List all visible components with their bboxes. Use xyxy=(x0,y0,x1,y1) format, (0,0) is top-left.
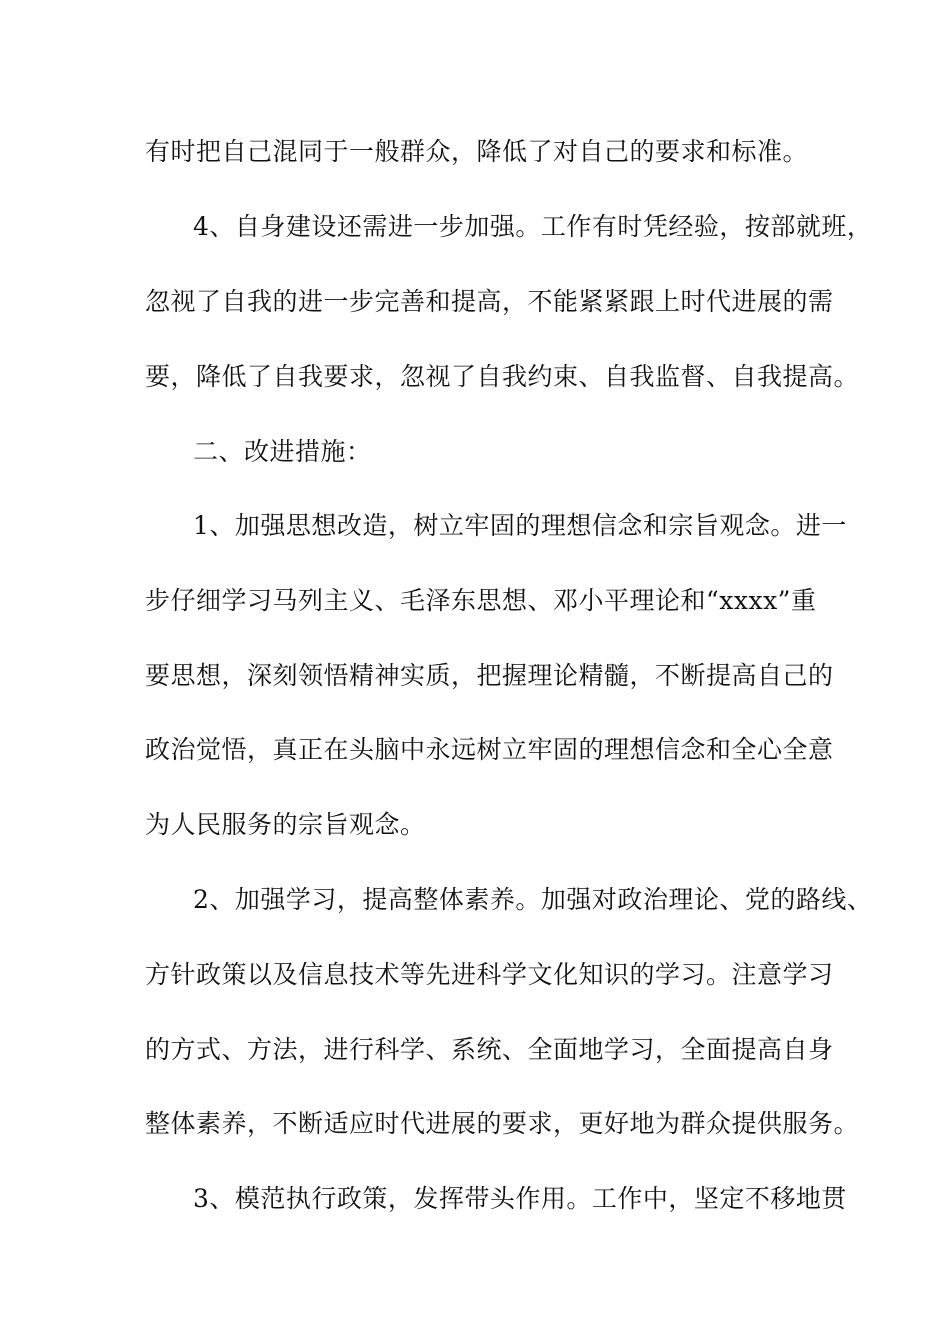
text-line: 的方式、方法，进行科学、系统、全面地学习，全面提高自身 xyxy=(145,1035,834,1064)
text-line: 要，降低了自我要求，忽视了自我约束、自我监督、自我提高。 xyxy=(145,362,860,391)
text-line: 忽视了自我的进一步完善和提高，不能紧紧跟上时代进展的需 xyxy=(145,287,834,316)
text-line: 要思想，深刻领悟精神实质，把握理论精髓，不断提高自己的 xyxy=(145,661,834,690)
section-heading: 二、改进措施： xyxy=(193,437,372,466)
text-line: 整体素养，不断适应时代进展的要求，更好地为群众提供服务。 xyxy=(145,1109,860,1138)
text-line: 4、自身建设还需进一步加强。工作有时凭经验，按部就班， xyxy=(193,212,873,241)
text-line: 3、模范执行政策，发挥带头作用。工作中，坚定不移地贯 xyxy=(193,1184,847,1213)
text-line: 有时把自己混同于一般群众，降低了对自己的要求和标准。 xyxy=(145,137,809,166)
text-line: 2、加强学习，提高整体素养。加强对政治理论、党的路线、 xyxy=(193,885,873,914)
text-line: 步仔细学习马列主义、毛泽东思想、邓小平理论和“xxxx”重 xyxy=(145,586,817,615)
text-line: 政治觉悟，真正在头脑中永远树立牢固的理想信念和全心全意 xyxy=(145,735,834,764)
text-line: 1、加强思想改造，树立牢固的理想信念和宗旨观念。进一 xyxy=(193,511,847,540)
text-line: 为人民服务的宗旨观念。 xyxy=(145,810,426,839)
text-line: 方针政策以及信息技术等先进科学文化知识的学习。注意学习 xyxy=(145,960,834,989)
